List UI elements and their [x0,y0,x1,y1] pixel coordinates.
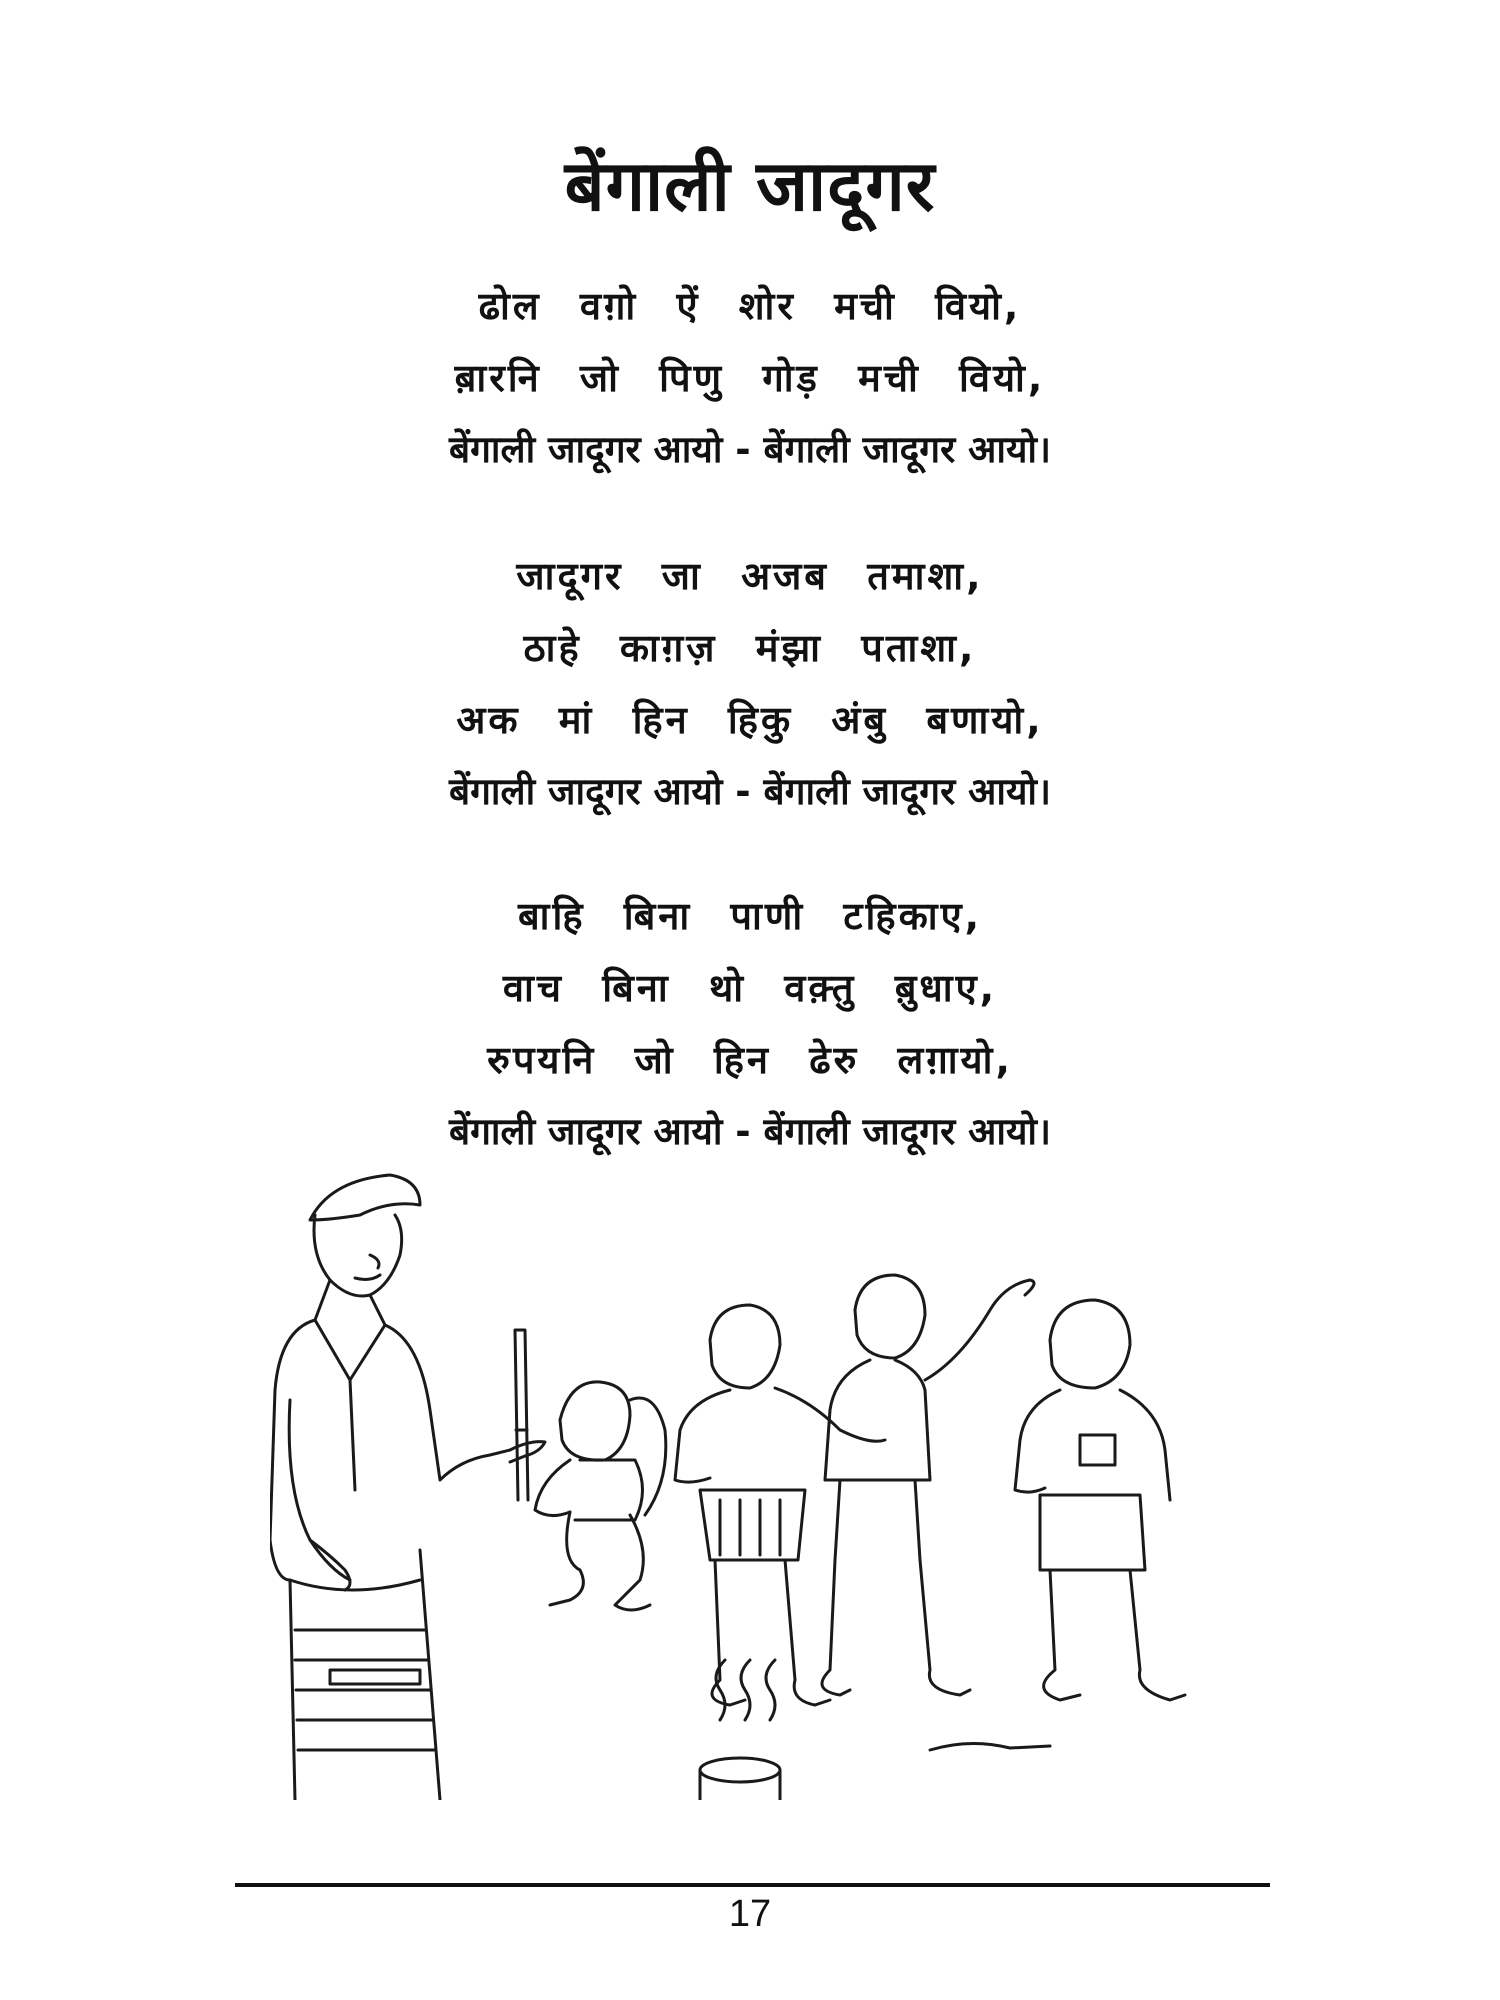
poem-refrain: बेंगाली जादूगर आयो - बेंगाली जादूगर आयो। [448,770,1052,813]
child-figure-3 [822,1275,1034,1695]
poem-line: ठाहे काग़ज़ मंझा पताशा, [523,626,977,670]
stove-drawing [700,1660,780,1800]
poem-line: रुपयनि जो हिन ढेरु लग़ायो, [487,1038,1013,1082]
stanza-2 [0,540,1500,828]
poem-refrain: बेंगाली जादूगर आयो - बेंगाली जादूगर आयो। [448,428,1052,471]
poem-line: जादूगर जा अजब तमाशा, [516,554,984,598]
poem-line: ढोल वग़ो ऐं शोर मची वियो, [478,284,1022,328]
child-figure-2 [675,1305,885,1705]
poem-line: अक मां हिन हिकु अंबु बणायो, [456,698,1044,742]
stanza-3 [0,880,1500,1168]
poem-line: वाच बिना थो वक़्तु ब़ुधाए, [502,966,998,1010]
magician-illustration [270,1160,1230,1800]
poem-line: ब़ारनि जो पिणु गोड़ मची वियो, [454,356,1046,400]
child-figure-1 [535,1382,666,1610]
page-number: 17 [728,1893,772,1935]
poem-refrain: बेंगाली जादूगर आयो - बेंगाली जादूगर आयो। [448,1110,1052,1153]
stanza-1 [0,270,1500,486]
magician-figure [270,1175,545,1800]
footer-rule [235,1883,1270,1887]
child-figure-4 [1015,1300,1185,1700]
poem-line: बाहि बिना पाणी टहिकाए, [517,894,983,938]
poem-title: बेंगाली जादूगर [564,145,936,227]
ground-line [930,1743,1050,1750]
